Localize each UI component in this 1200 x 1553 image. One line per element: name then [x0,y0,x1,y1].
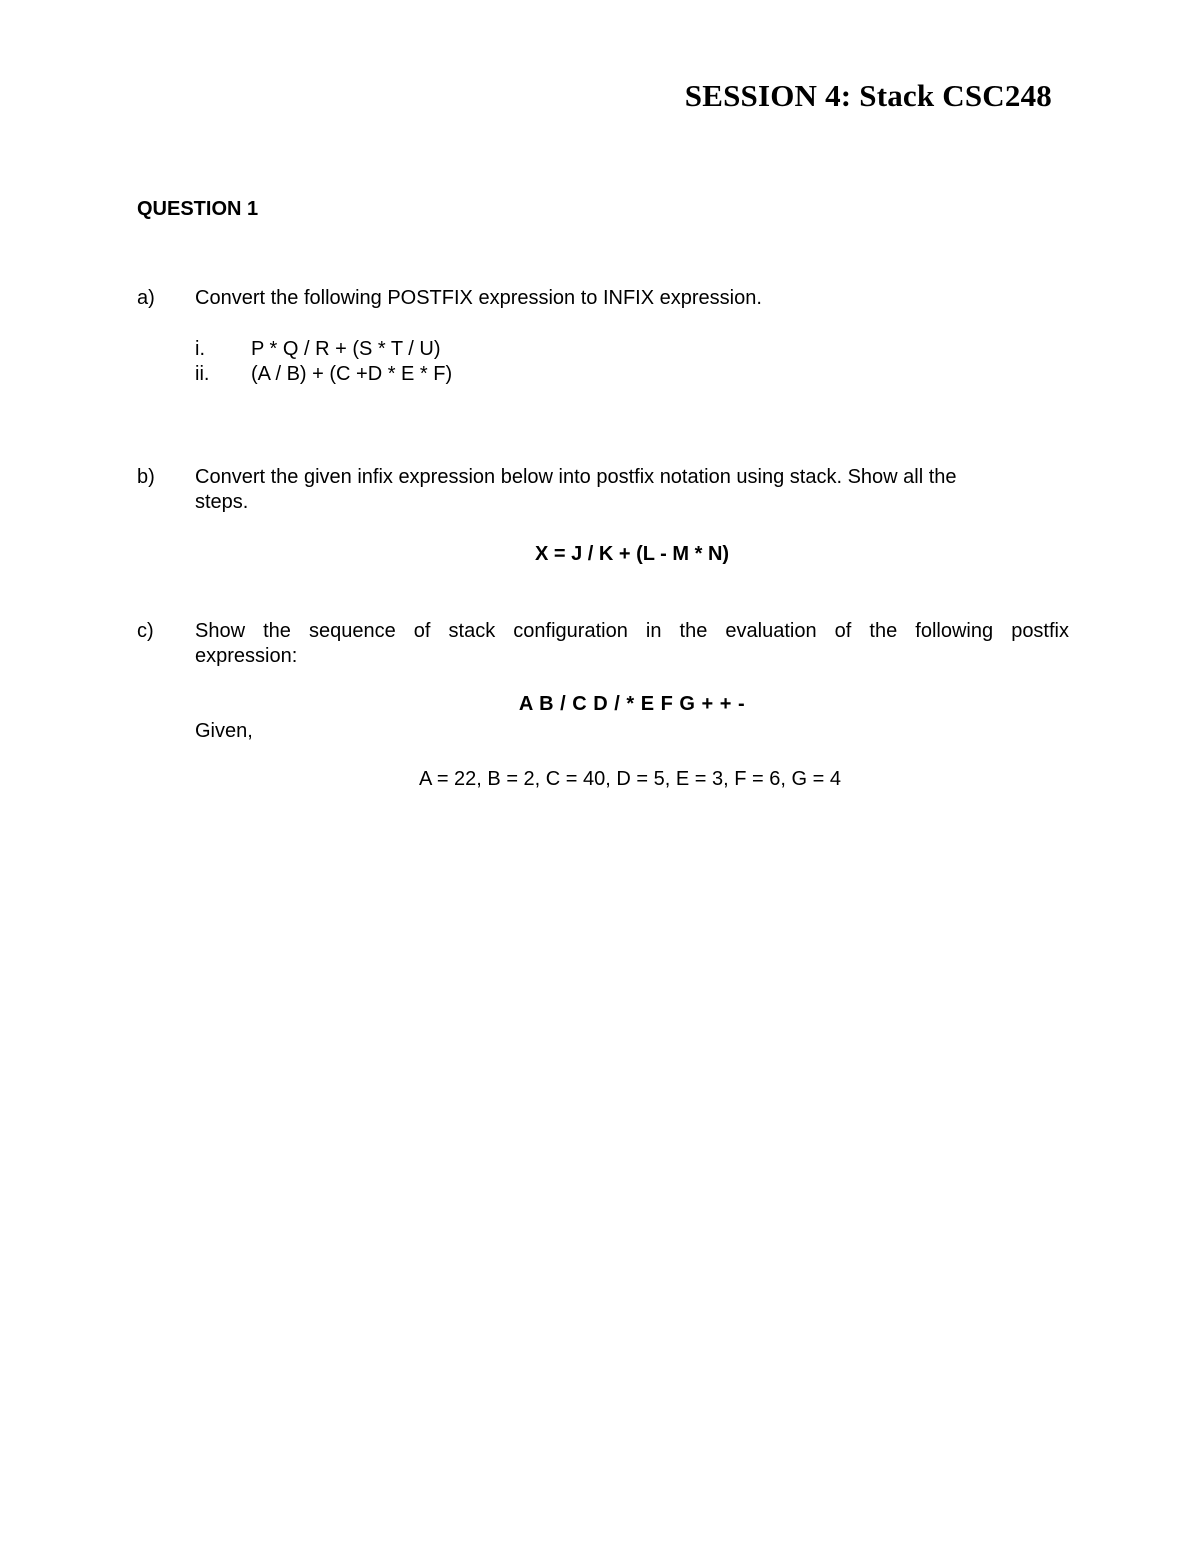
part-c-variable-values: A = 22, B = 2, C = 40, D = 5, E = 3, F = 6, G = 4 [419,768,841,790]
part-a-item-2-expression: (A / B) + (C +D * E * F) [251,363,453,385]
part-a-marker: a) [137,287,155,309]
page-header-title: SESSION 4: Stack CSC248 [684,78,1052,113]
question-title: QUESTION 1 [137,198,259,220]
part-b-instruction-line-2: steps. [195,491,249,513]
part-c-postfix-expression: A B / C D / * E F G + + - [518,693,746,715]
part-a-instruction: Convert the following POSTFIX expression to INFIX expression. [195,287,762,309]
part-a-item-2-numeral: ii. [195,363,210,385]
part-a-item-1-expression: P * Q / R + (S * T / U) [251,338,441,360]
part-b-expression: X = J / K + (L - M * N) [534,543,730,565]
part-b-marker: b) [137,466,155,488]
part-c-instruction-line-2: expression: [195,645,298,667]
part-c-instruction-line-1: Show the sequence of stack configuration in the evaluation of the following postfix [195,620,1069,642]
part-b-instruction-line-1: Convert the given infix expression below into postfix notation using stack. Show all the [195,466,957,488]
part-c-given-label: Given, [195,720,253,742]
part-a-item-1-numeral: i. [195,338,205,360]
part-c-marker: c) [137,620,154,642]
